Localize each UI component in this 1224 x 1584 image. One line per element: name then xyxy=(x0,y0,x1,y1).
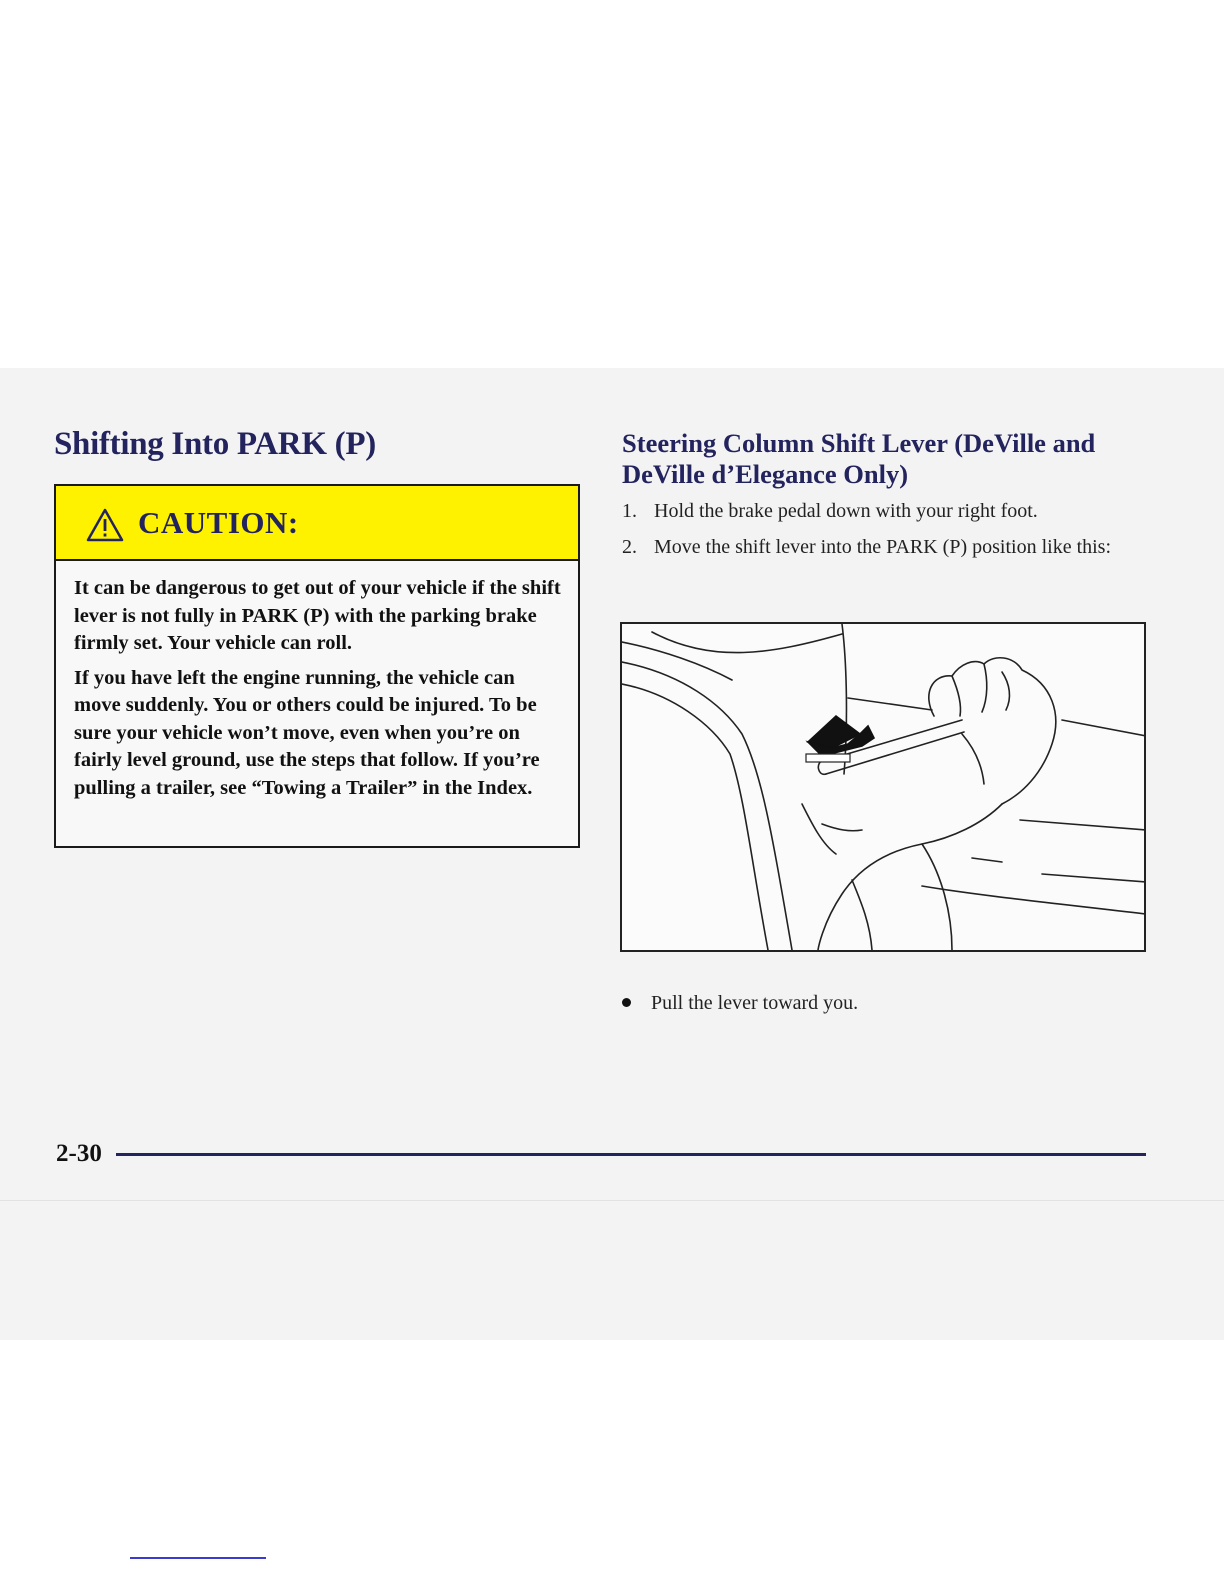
section-title-shifting-into-park: Shifting Into PARK (P) xyxy=(54,426,376,462)
bullet-text: Pull the lever toward you. xyxy=(651,992,859,1014)
caution-body xyxy=(56,561,578,802)
page-number: 2-30 xyxy=(56,1140,102,1167)
caution-box xyxy=(54,484,580,848)
caution-label: CAUTION: xyxy=(138,504,299,540)
shift-lever-drawing xyxy=(622,624,1144,950)
step-number: 1. xyxy=(622,500,637,522)
step-item xyxy=(622,534,1142,560)
shift-lever-illustration xyxy=(620,622,1146,952)
caution-header xyxy=(56,486,578,561)
section-title-steering-column-shift-lever: Steering Column Shift Lever (DeVille and DeVille d’Elegance Only) xyxy=(622,428,1096,489)
faint-divider xyxy=(0,1200,1224,1201)
footer-rule xyxy=(116,1153,1146,1156)
step-number: 2. xyxy=(622,536,637,558)
warning-triangle-icon xyxy=(86,508,124,542)
caution-paragraph-2: If you have left the engine running, the vehicle can move suddenly. You or others could be injured. To be sure your vehicle won’t move, even when you’re on fairly level ground, use the steps that follow. If you’re pulling a trailer, see “Towing a Trailer” in the Index. xyxy=(74,666,540,799)
bullet-dot-icon xyxy=(622,998,631,1007)
step-text: Move the shift lever into the PARK (P) position like this: xyxy=(654,536,1112,558)
bottom-link-underline[interactable] xyxy=(130,1557,266,1559)
steps-list xyxy=(622,498,1142,570)
step-item xyxy=(622,498,1142,524)
step-text: Hold the brake pedal down with your right foot. xyxy=(654,500,1038,522)
bullet-item xyxy=(622,990,858,1016)
caution-paragraph-1: It can be dangerous to get out of your vehicle if the shift lever is not fully in PARK (P) with the parking brake firmly set. Your vehicle can roll. xyxy=(74,577,561,654)
